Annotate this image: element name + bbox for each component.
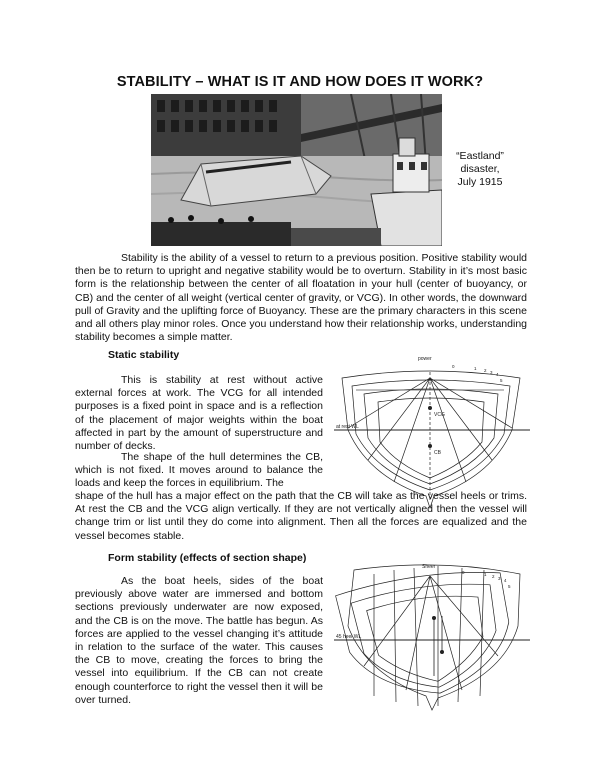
static-stability-paragraph-2-continued: shape of the hull has a major effect on the path that the CB will take as the vessel heels or trims. At rest the CB and the VCG align vertically. If they are not vertically aligned then the vessel will change trim or list until they do come into alignment. Then all the forces are equalized and the vessel becomes stable. — [75, 490, 527, 542]
diagram1-cb-label: CB — [434, 450, 441, 456]
vcg-marker — [428, 406, 432, 410]
diagram1-wl-label: at rest WL — [336, 424, 359, 430]
station-label: 2 — [484, 368, 487, 373]
static-text-narrow: The shape of the hull determines the CB, which is not fixed. It moves around to balance the loads and keep the forces in equilibrium. The — [75, 451, 323, 490]
hull-section-heeled-diagram — [334, 556, 530, 712]
diagram2-wl-label: 45 heel WL — [336, 634, 362, 640]
form-stability-heading: Form stability (effects of section shape) — [108, 552, 307, 564]
static-stability-paragraph: This is stability at rest without active external forces at work. The VCG for all intended purposes is a fixed point in space and is a reflection of the placement of major weights within the boat affected in part by the amount of superstructure and number of decks. — [75, 374, 323, 453]
station-label: 5 — [500, 378, 503, 383]
hull-section-at-rest-diagram — [334, 350, 530, 512]
intro-paragraph: Stability is the ability of a vessel to return to a previous position. Positive stability would then be to return to upright and negative stability would be to overturn. Stability in it’s most basic form is the relationship between the center of all floatation in your hull (center of buoyancy, or CB) and the center of all weight (vertical center of gravity, or VCG). In other words, the downward pull of Gravity and the uplifting force of Buoyancy. These are the primary characters in this scene and all others play minor roles. Once you understand how their relationship works, understanding stability becomes a simple matter. — [75, 252, 527, 344]
station-label: 4 — [504, 578, 507, 583]
photo-caption — [445, 150, 515, 189]
static-stability-heading: Static stability — [108, 349, 180, 361]
station-label: 0 — [462, 570, 465, 575]
caption-line: July 1915 — [457, 176, 503, 188]
static-stability-paragraph-2 — [75, 451, 323, 491]
station-label: 0 — [452, 364, 455, 369]
station-label: 2 — [492, 574, 495, 579]
caption-line: “Eastland” — [456, 150, 504, 162]
caption-line: disaster, — [460, 163, 500, 175]
diagram1-top-label: power — [418, 356, 432, 362]
diagram1-vcg-label: VCG — [434, 412, 445, 418]
page-title: STABILITY – WHAT IS IT AND HOW DOES IT WORK? — [116, 74, 484, 90]
station-label: 5 — [508, 584, 511, 589]
station-label: 1 — [474, 366, 477, 371]
station-label: 3 — [490, 370, 493, 375]
cb-marker — [428, 444, 432, 448]
form-stability-paragraph: As the boat heels, sides of the boat previously above water are immersed and bottom sections previously underwater are now exposed, and the CB is on the move. The battle has begun. As forces are applied to the vessel changing it’s attitude in relation to the surface of the water. This causes the CB to move, creating the forces to bring the vessel into equilibrium. If the CB can not create enough counterforce to right the vessel then it will be over turned. — [75, 575, 323, 706]
diagram2-top-label: Sheer — [422, 564, 436, 570]
station-label: 3 — [498, 576, 501, 581]
eastland-disaster-photo — [151, 94, 442, 246]
station-label: 4 — [496, 372, 499, 377]
station-label: 1 — [484, 572, 487, 577]
